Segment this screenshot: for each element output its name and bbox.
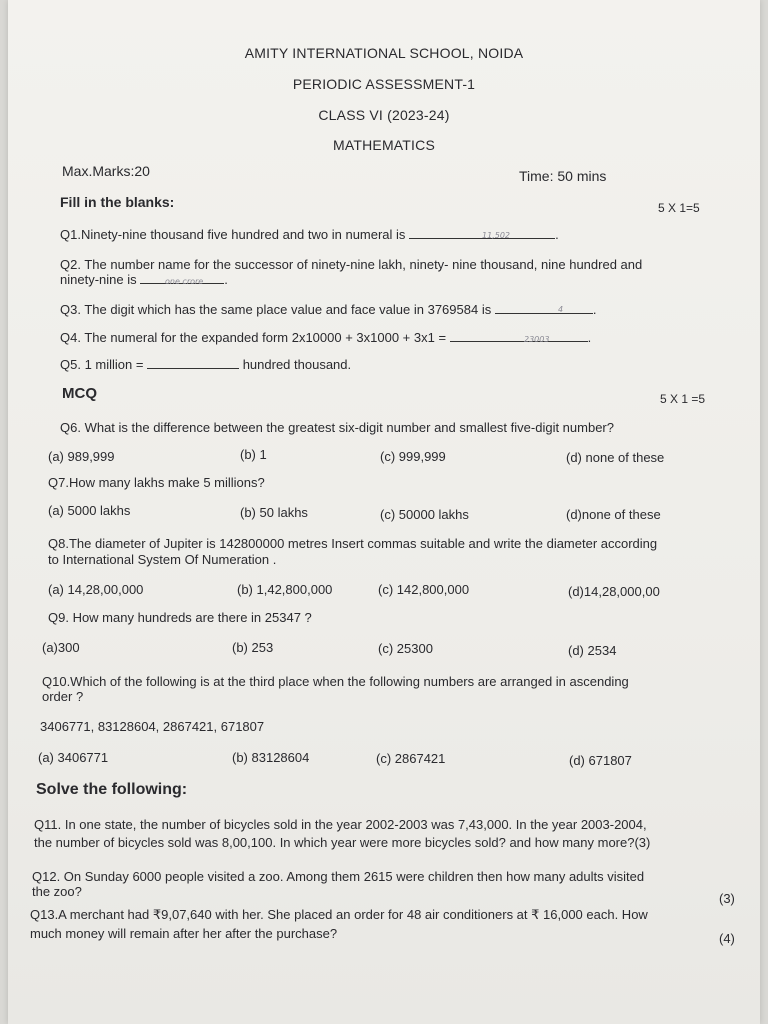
q10-option-a[interactable]: (a) 3406771 bbox=[38, 750, 109, 765]
answer-blank-3[interactable] bbox=[495, 312, 593, 314]
max-marks: Max.Marks:20 bbox=[62, 163, 150, 179]
handwritten-answer-3: 4 bbox=[558, 305, 564, 314]
class-title: CLASS VI (2023-24) bbox=[318, 107, 450, 123]
section-solve-title: Solve the following: bbox=[36, 781, 188, 798]
q8-option-a[interactable]: (a) 14,28,00,000 bbox=[48, 582, 144, 597]
handwritten-answer-4: 23003 bbox=[524, 335, 550, 344]
q9-option-c[interactable]: (c) 25300 bbox=[378, 641, 433, 656]
question-4: Q4. The numeral for the expanded form 2x10000 + 3x1000 + 3x1 = . bbox=[60, 330, 592, 345]
question-13-line-1: Q13.A merchant had ₹9,07,640 with her. She placed an order for 48 air conditioners at ₹ 16,000 each. How bbox=[30, 907, 648, 922]
question-13-marks: (4) bbox=[719, 931, 735, 946]
q10-option-d[interactable]: (d) 671807 bbox=[569, 753, 632, 768]
q10-option-c[interactable]: (c) 2867421 bbox=[376, 751, 446, 766]
question-12-marks: (3) bbox=[719, 891, 735, 906]
subject-title: MATHEMATICS bbox=[332, 137, 435, 153]
question-9: Q9. How many hundreds are there in 25347 ? bbox=[48, 610, 312, 625]
q6-option-c[interactable]: (c) 999,999 bbox=[380, 449, 446, 464]
q7-option-d[interactable]: (d)none of these bbox=[566, 507, 661, 522]
question-1: Q1.Ninety-nine thousand five hundred and two in numeral is . bbox=[60, 227, 559, 242]
question-8-line-1: Q8.The diameter of Jupiter is 142800000 metres Insert commas suitable and write the diameter according bbox=[48, 536, 658, 551]
q7-option-c[interactable]: (c) 50000 lakhs bbox=[380, 507, 469, 522]
question-2-line-1: Q2. The number name for the successor of ninety-nine lakh, ninety- nine thousand, nine hundred and bbox=[60, 257, 643, 272]
handwritten-answer-1: 11,502 bbox=[482, 231, 510, 240]
handwritten-answer-2: one crore bbox=[165, 277, 204, 286]
q7-option-a[interactable]: (a) 5000 lakhs bbox=[48, 503, 131, 518]
question-7: Q7.How many lakhs make 5 millions? bbox=[48, 475, 265, 490]
question-3: Q3. The digit which has the same place value and face value in 3769584 is . bbox=[60, 302, 597, 317]
q7-option-b[interactable]: (b) 50 lakhs bbox=[240, 505, 308, 520]
q9-option-a[interactable]: (a)300 bbox=[42, 640, 80, 655]
question-12-line-1: Q12. On Sunday 6000 people visited a zoo. Among them 2615 were children then how many adults visited bbox=[32, 869, 645, 884]
question-10-line-2: order ? bbox=[42, 689, 84, 704]
question-5: Q5. 1 million = hundred thousand. bbox=[60, 357, 352, 372]
q6-option-a[interactable]: (a) 989,999 bbox=[48, 449, 115, 464]
question-10-line-1: Q10.Which of the following is at the third place when the following numbers are arranged in ascending bbox=[42, 674, 629, 689]
question-11-line-1: Q11. In one state, the number of bicycles sold in the year 2002-2003 was 7,43,000. In the year 2003-2004, bbox=[34, 817, 647, 832]
q8-option-c[interactable]: (c) 142,800,000 bbox=[378, 582, 470, 597]
question-6: Q6. What is the difference between the greatest six-digit number and smallest five-digit number? bbox=[60, 420, 614, 435]
question-12-line-2: the zoo? bbox=[32, 884, 82, 899]
q9-option-b[interactable]: (b) 253 bbox=[232, 640, 274, 655]
school-name: AMITY INTERNATIONAL SCHOOL, NOIDA bbox=[244, 45, 524, 61]
question-1-text: Q1.Ninety-nine thousand five hundred and two in numeral is bbox=[60, 227, 406, 242]
q6-option-b[interactable]: (b) 1 bbox=[240, 447, 267, 462]
answer-blank-5[interactable] bbox=[147, 367, 239, 369]
q6-option-d[interactable]: (d) none of these bbox=[566, 450, 665, 465]
section-fill-blanks-marks: 5 X 1=5 bbox=[658, 201, 700, 215]
section-mcq-marks: 5 X 1 =5 bbox=[660, 392, 706, 406]
question-2-line-2: ninety-nine is . bbox=[60, 272, 228, 287]
q10-option-b[interactable]: (b) 83128604 bbox=[232, 750, 310, 765]
question-10-numbers: 3406771, 83128604, 2867421, 671807 bbox=[40, 719, 265, 734]
answer-blank-4[interactable] bbox=[450, 340, 588, 342]
question-13-line-2: much money will remain after her after the purchase? bbox=[30, 926, 338, 941]
section-fill-blanks-title: Fill in the blanks: bbox=[60, 194, 175, 210]
time-allowed: Time: 50 mins bbox=[519, 168, 607, 184]
q9-option-d[interactable]: (d) 2534 bbox=[568, 643, 617, 658]
section-mcq-title: MCQ bbox=[62, 385, 97, 402]
question-11-line-2: the number of bicycles sold was 8,00,100. In which year were more bicycles sold? and how many more?(3) bbox=[34, 835, 651, 850]
exam-paper bbox=[8, 0, 760, 1024]
q8-option-b[interactable]: (b) 1,42,800,000 bbox=[237, 582, 333, 597]
assessment-title: PERIODIC ASSESSMENT-1 bbox=[292, 76, 476, 92]
q8-option-d[interactable]: (d)14,28,000,00 bbox=[568, 584, 660, 599]
question-8-line-2: to International System Of Numeration . bbox=[48, 552, 277, 567]
